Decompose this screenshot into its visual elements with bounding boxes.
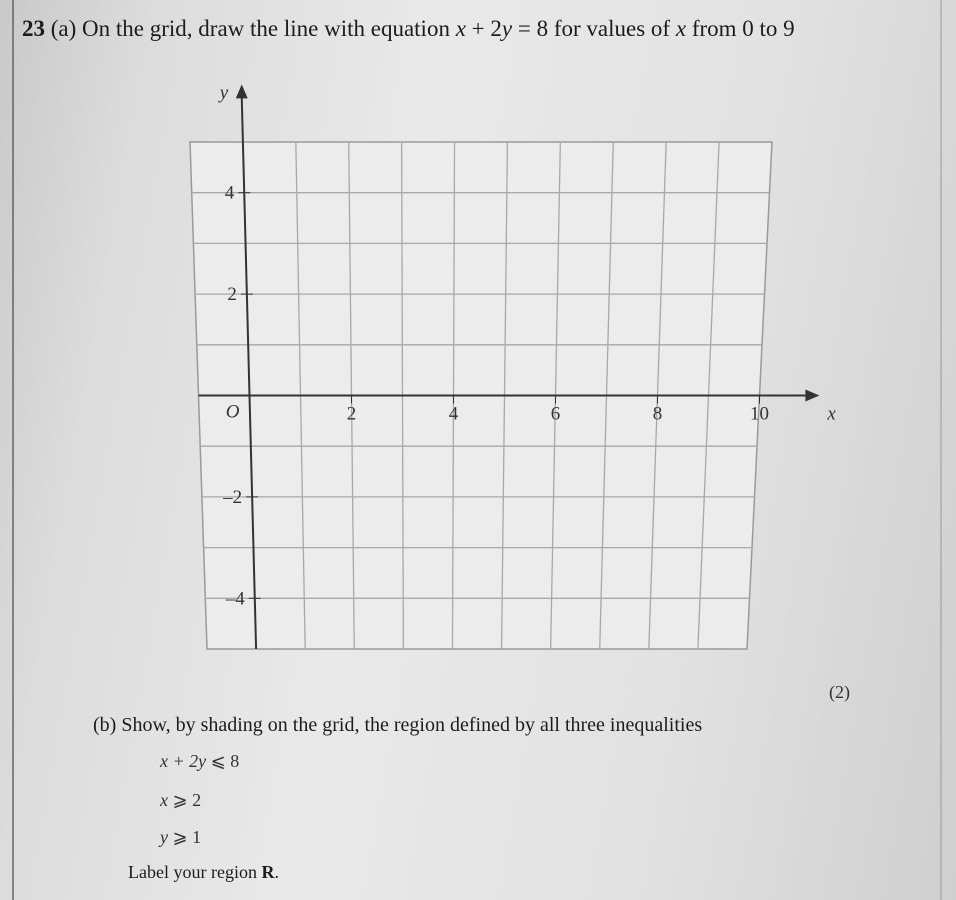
- part-a-label: (a): [50, 16, 77, 41]
- y-tick-label: 2: [227, 284, 237, 306]
- x-axis-arrow: [805, 390, 819, 402]
- inequality-2-rhs: 2: [192, 790, 202, 810]
- x-tick-label: 2: [346, 403, 357, 425]
- question-number: 23: [22, 16, 45, 41]
- x-tick-label: 10: [750, 403, 769, 425]
- inequality-3: [160, 827, 201, 848]
- question-text: On the grid, draw the line with equation: [82, 16, 450, 41]
- region-name: R: [261, 862, 275, 882]
- x-tick-label: 6: [550, 403, 561, 425]
- inequality-2: [160, 790, 201, 811]
- inequality-1: [160, 751, 239, 772]
- inequality-3-relation: ⩾: [172, 827, 188, 847]
- inequality-1-relation: ⩽: [210, 751, 226, 771]
- equation-plus-2: + 2: [471, 16, 502, 41]
- inequality-1-rhs: 8: [230, 751, 240, 771]
- y-axis-label: y: [219, 82, 229, 104]
- label-text: Label your region: [128, 862, 257, 882]
- marks-label: (2): [829, 682, 850, 702]
- y-tick-label: 4: [224, 182, 235, 204]
- x-axis-label: x: [827, 403, 836, 425]
- part-b-text: (b) Show, by shading on the grid, the region defined by all three inequalities: [93, 714, 703, 736]
- label-period: .: [274, 862, 279, 882]
- equation-var-x: x: [455, 16, 466, 41]
- inequality-3-lhs: y: [160, 827, 168, 847]
- inequality-1-lhs: x + 2y: [160, 751, 207, 771]
- x-tick-label: 8: [652, 403, 663, 425]
- label-instruction: [128, 862, 279, 883]
- x-tick-label: 4: [448, 403, 459, 425]
- equation-var-y: y: [501, 16, 513, 41]
- inequality-3-rhs: 1: [192, 827, 202, 847]
- y-tick-label: –4: [225, 588, 245, 610]
- y-axis-arrow: [236, 84, 248, 98]
- range-text: from 0 to 9: [691, 16, 795, 41]
- y-tick-label: –2: [223, 486, 243, 508]
- range-var-x: x: [675, 16, 687, 41]
- origin-label: O: [225, 401, 240, 423]
- equation-end: = 8 for values of: [517, 16, 671, 41]
- inequality-2-relation: ⩾: [172, 790, 188, 810]
- inequality-2-lhs: x: [160, 790, 168, 810]
